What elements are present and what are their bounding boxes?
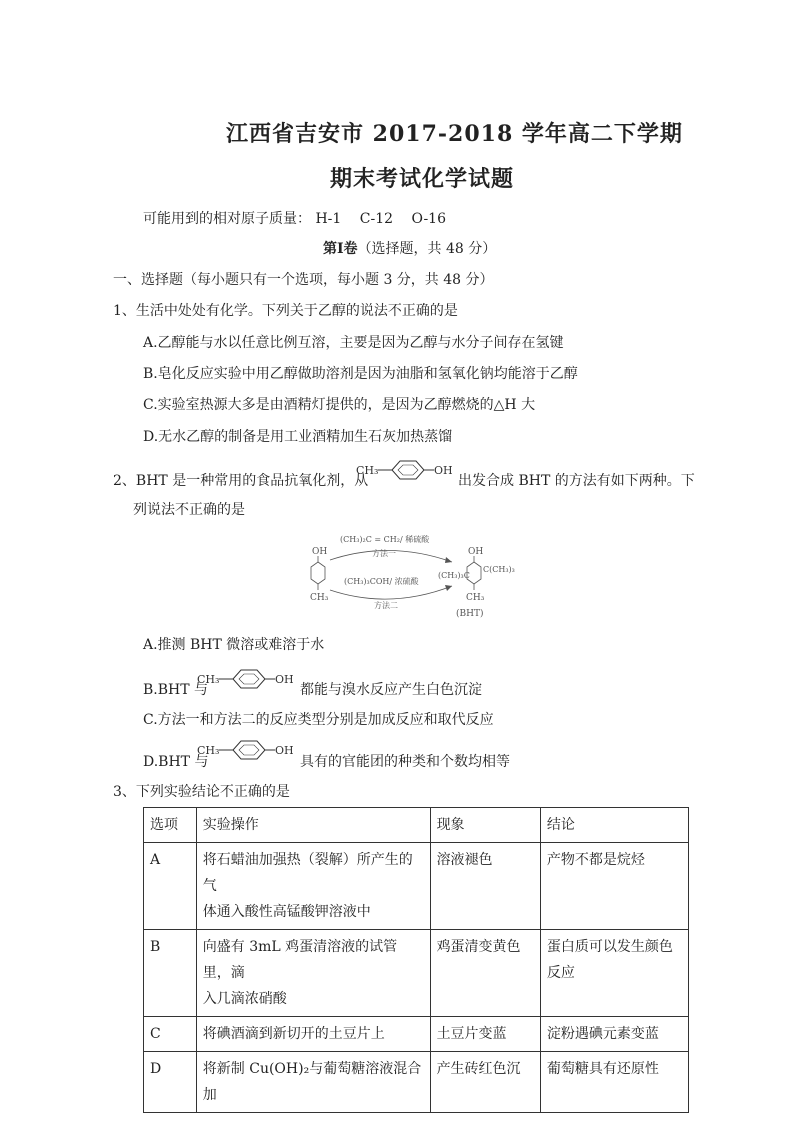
row-operation [196, 843, 430, 930]
q1-option-c: C.实验室热源大多是由酒精灯提供的，是因为乙醇燃烧的△H 大 [143, 397, 536, 413]
q2-option-d-prefix: D.BHT 与 [143, 754, 209, 770]
row-phenomenon: 鸡蛋清变黄色 [430, 930, 540, 1017]
route1-reagent: (CH₃)₂C = CH₂/ 稀硫酸 [340, 535, 430, 544]
product-ch3-label: CH₃ [466, 593, 485, 603]
row-conclusion-line2: 反应 [546, 965, 575, 981]
section-heading: 一、选择题（每小题只有一个选项，每小题 3 分，共 48 分） [113, 272, 494, 288]
row-phenomenon: 土豆片变蓝 [430, 1017, 540, 1052]
title-line-2: 期末考试化学试题 [330, 166, 515, 192]
row-option: D [144, 1052, 197, 1113]
row-conclusion [540, 930, 688, 1017]
q3-stem: 3、下列实验结论不正确的是 [113, 784, 290, 800]
bht-synthesis-scheme [300, 528, 520, 624]
q2-option-b-prefix: B.BHT 与 [143, 682, 209, 698]
q1-option-b: B.皂化反应实验中用乙醇做助溶剂是因为油脂和氢氧化钠均能溶于乙醇 [143, 366, 578, 382]
q1-option-d: D.无水乙醇的制备是用工业酒精加生石灰加热蒸馏 [143, 429, 453, 445]
part-heading [323, 238, 496, 258]
structure-b-right-label: OH [275, 673, 294, 686]
route2-label: 方法二 [374, 601, 398, 610]
q2-stem-part-b: 出发合成 BHT 的方法有如下两种。下 [458, 473, 695, 489]
row-conclusion-line1: 产物不都是烷烃 [546, 852, 645, 868]
q2-option-b-suffix: 都能与溴水反应产生白色沉淀 [300, 682, 482, 698]
table-row [144, 1017, 689, 1052]
header-option: 选项 [144, 808, 197, 843]
q2-option-c: C.方法一和方法二的反应类型分别是加成反应和取代反应 [143, 712, 494, 728]
table-row [144, 843, 689, 930]
route2-arrow [330, 586, 452, 599]
title-line-1: 江西省吉安市 2017-2018 学年高二下学期 [226, 121, 683, 147]
reactant-ch3-label: CH₃ [310, 593, 329, 603]
q1-option-a: A.乙醇能与水以任意比例互溶，主要是因为乙醇与水分子间存在氢键 [143, 335, 564, 351]
table-row [144, 1052, 689, 1113]
q2-option-a: A.推测 BHT 微溶或难溶于水 [143, 637, 325, 653]
structure-d-left-label: CH₃ [197, 744, 220, 757]
row-phenomenon: 溶液褪色 [430, 843, 540, 930]
row-conclusion: 葡萄糖具有还原性 [540, 1052, 688, 1113]
row-phenomenon: 产生砖红色沉 [430, 1052, 540, 1113]
q2-stem-part-c: 列说法不正确的是 [133, 502, 245, 518]
q2-stem-part-a: 2、BHT 是一种常用的食品抗氧化剂，从 [113, 473, 369, 489]
header-operation: 实验操作 [196, 808, 430, 843]
row-conclusion-line1: 蛋白质可以发生颜色 [546, 939, 673, 955]
header-phenomenon: 现象 [430, 808, 540, 843]
product-right-group: C(CH₃)₃ [483, 565, 515, 574]
structure-right-label: OH [434, 464, 453, 477]
row-conclusion: 淀粉遇碘元素变蓝 [540, 1017, 688, 1052]
structure-b-left-label: CH₃ [197, 673, 220, 686]
q1-stem: 1、生活中处处有化学。下列关于乙醇的说法不正确的是 [113, 303, 458, 319]
route1-label: 方法一 [372, 549, 396, 558]
reactant-oh-label: OH [312, 547, 328, 557]
experiment-table [143, 807, 689, 1113]
structure-left-label: CH₃ [356, 464, 379, 477]
p-cresol-structure [354, 457, 458, 485]
row-operation: 将碘酒滴到新切开的土豆片上 [196, 1017, 430, 1052]
atomic-mass-note: 可能用到的相对原子质量： H-1 C-12 O-16 [143, 211, 446, 227]
part-heading-rest: （选择题，共 48 分） [357, 241, 497, 257]
header-conclusion: 结论 [540, 808, 688, 843]
product-name: (BHT) [456, 609, 484, 619]
route2-reagent: (CH₃)₃COH/ 浓硫酸 [344, 577, 419, 586]
row-option: C [144, 1017, 197, 1052]
row-operation: 将新制 Cu(OH)₂与葡萄糖溶液混合加 [196, 1052, 430, 1113]
option-d-structure [195, 737, 299, 765]
row-operation-line2: 体通入酸性高锰酸钾溶液中 [202, 904, 371, 920]
row-operation-line1: 向盛有 3mL 鸡蛋清溶液的试管里，滴 [202, 939, 398, 981]
product-left-group: (CH₃)₃C [438, 571, 470, 580]
row-operation [196, 930, 430, 1017]
product-oh-label: OH [468, 547, 484, 557]
option-b-structure [195, 666, 299, 694]
row-conclusion [540, 843, 688, 930]
row-option: B [144, 930, 197, 1017]
part-heading-bold: 第Ⅰ卷 [323, 241, 358, 257]
row-operation-line2: 入几滴浓硝酸 [202, 991, 287, 1007]
row-operation-line1: 将石蜡油加强热（裂解）所产生的气 [202, 852, 413, 894]
structure-d-right-label: OH [275, 744, 294, 757]
table-header-row [144, 808, 689, 843]
q2-option-d-suffix: 具有的官能团的种类和个数均相等 [300, 754, 510, 770]
table-row [144, 930, 689, 1017]
row-option: A [144, 843, 197, 930]
